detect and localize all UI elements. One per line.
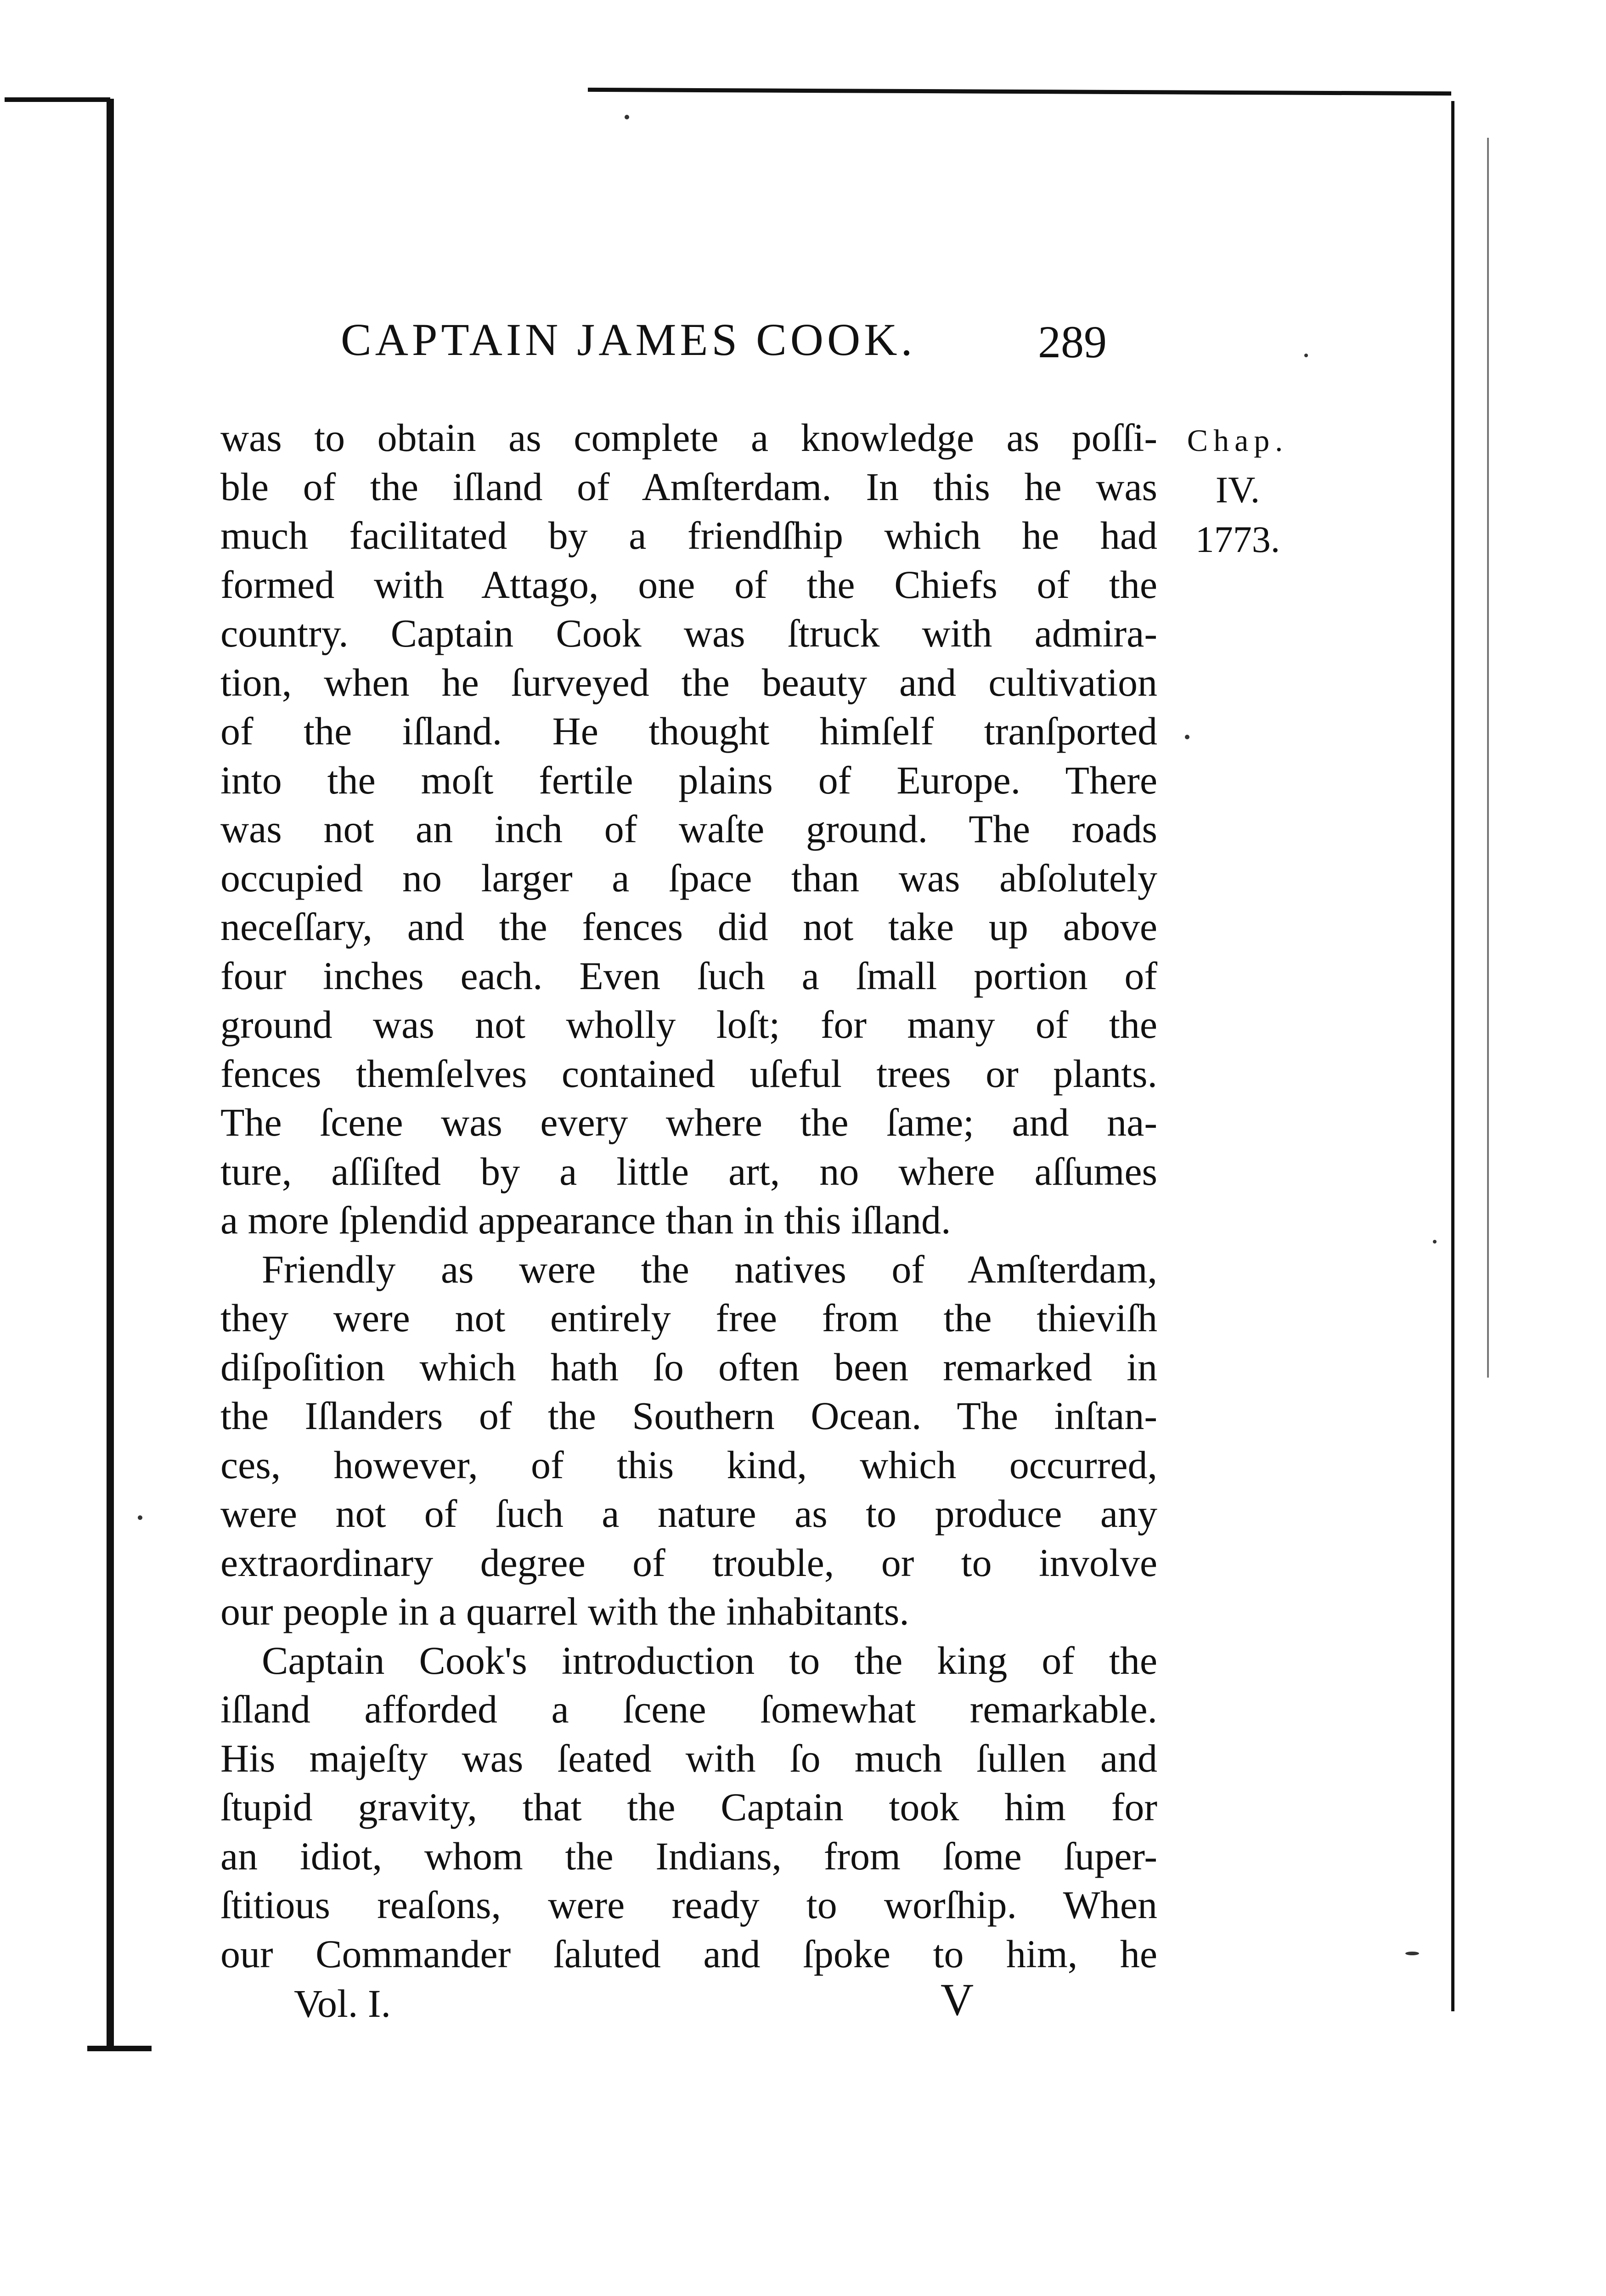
top-page-edge-rule: [588, 88, 1451, 96]
text-line: the Iſlanders of the Southern Ocean. The inſtan-: [220, 1394, 1157, 1438]
left-bottom-tick: [87, 2046, 152, 2051]
text-line: The ſcene was every where the ſame; and na-: [220, 1100, 1157, 1144]
text-line: much facilitated by a friendſhip which he had: [220, 513, 1157, 557]
scan-speck: [1185, 735, 1189, 739]
signature-mark: Vol. I.: [294, 1981, 391, 2026]
right-page-edge-rule: [1451, 101, 1454, 2011]
paragraph: [220, 1636, 1157, 1979]
left-binding-rule: [107, 99, 114, 2050]
text-line: tion, when he ſurveyed the beauty and cultivation: [220, 660, 1157, 704]
text-line: diſpoſition which hath ſo often been remarked in: [220, 1345, 1157, 1389]
scan-speck: [1433, 1240, 1437, 1244]
text-line: ture, aſſiſted by a little art, no where aſſumes: [220, 1149, 1157, 1193]
text-line: ground was not wholly loſt; for many of the: [220, 1002, 1157, 1047]
running-head: CAPTAIN JAMES COOK.: [341, 314, 916, 365]
scan-speck: [625, 115, 629, 119]
text-line: country. Captain Cook was ſtruck with admira-: [220, 611, 1157, 655]
text-line: occupied no larger a ſpace than was abſolutely: [220, 855, 1157, 900]
text-line: His majeſty was ſeated with ſo much ſullen and: [220, 1736, 1157, 1780]
margin-chapter-label: Chap.: [1187, 423, 1289, 458]
text-line: ces, however, of this kind, which occurred,: [220, 1442, 1157, 1487]
text-line: neceſſary, and the fences did not take up above: [220, 905, 1157, 949]
text-line: were not of ſuch a nature as to produce any: [220, 1491, 1157, 1536]
text-line: was not an inch of waſte ground. The roads: [220, 807, 1157, 851]
text-line: iſland afforded a ſcene ſomewhat remarkable.: [220, 1687, 1157, 1731]
text-line: extraordinary degree of trouble, or to involve: [220, 1540, 1157, 1585]
scan-speck: [1405, 1952, 1419, 1955]
text-line: ſtitious reaſons, were ready to worſhip. When: [220, 1883, 1157, 1927]
text-line: four inches each. Even ſuch a ſmall portion of: [220, 953, 1157, 998]
right-edge-fringe: [1487, 138, 1489, 1378]
paragraph: [220, 1245, 1157, 1636]
text-line: our Commander ſaluted and ſpoke to him, he: [220, 1931, 1157, 1976]
margin-chapter-number: IV.: [1215, 469, 1260, 511]
margin-notes: [1169, 416, 1307, 564]
text-line: fences themſelves contained uſeful trees or plants.: [220, 1051, 1157, 1096]
text-line: into the moſt fertile plains of Europe. There: [220, 758, 1157, 802]
text-line: an idiot, whom the Indians, from ſome ſuper-: [220, 1834, 1157, 1878]
scan-speck: [138, 1515, 142, 1520]
text-line: our people in a quarrel with the inhabitants.: [220, 1589, 909, 1633]
page-number: 289: [1038, 316, 1107, 367]
text-line: Captain Cook's introduction to the king of the: [262, 1638, 1157, 1683]
text-line: Friendly as were the natives of Amſterdam,: [262, 1247, 1157, 1291]
margin-year: 1773.: [1195, 518, 1280, 560]
signature-letter: V: [941, 1974, 974, 2025]
text-line: a more ſplendid appearance than in this iſland.: [220, 1198, 951, 1242]
text-line: was to obtain as complete a knowledge as poſſi-: [220, 416, 1157, 460]
text-line: they were not entirely free from the thieviſh: [220, 1296, 1157, 1340]
body-text: [220, 413, 1157, 1978]
text-line: ble of the iſland of Amſterdam. In this he was: [220, 464, 1157, 509]
text-line: of the iſland. He thought himſelf tranſported: [220, 709, 1157, 753]
paragraph: [220, 413, 1157, 1245]
text-line: formed with Attago, one of the Chiefs of the: [220, 562, 1157, 607]
scan-speck: [1304, 354, 1308, 357]
text-line: ſtupid gravity, that the Captain took him for: [220, 1785, 1157, 1829]
left-top-tick: [5, 97, 110, 102]
